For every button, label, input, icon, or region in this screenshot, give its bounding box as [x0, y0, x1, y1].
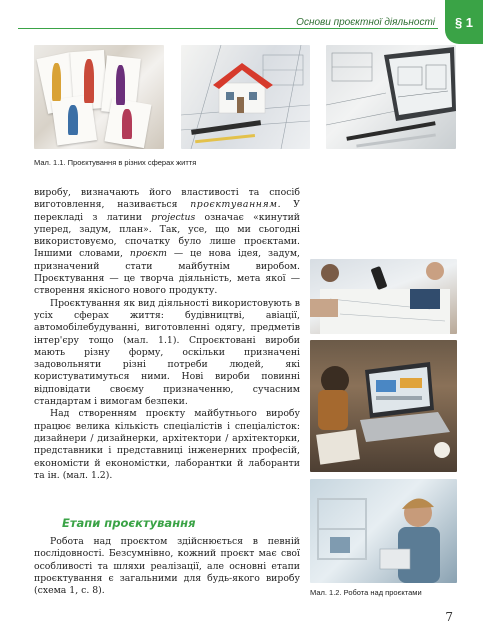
- paragraph-spheres: Проєктування як вид діяльності використовують в усіх сферах життя: будівництві, авіації, автомобілебудуванні, виготовленні одягу, предметів інтер'єру тощо (мал. 1.1). Спроєктовані вироби мають різну форму, оскільки призначені задовольняти різні потреби людей, які користуватимуться ними. Нові вироби повинні відповідати своєму призначенню, сучасним стандартам і вимогам безпеки.: [34, 297, 300, 408]
- house-model-illustration: [181, 45, 310, 149]
- laptop-desk-photo: [310, 340, 457, 472]
- main-text-block: [34, 187, 300, 482]
- fashion-sketches-photo: [34, 45, 164, 149]
- figure-1-2-caption: Мал. 1.2. Робота над проєктами: [310, 588, 422, 597]
- 3d-printing-lab-photo: [310, 479, 457, 583]
- stages-text-block: [34, 536, 300, 597]
- text-run: — це нова ідея, задум, призначений стати майбутнім виробом. Проєктування — це творча діяльність, мета якої — створення якісного нового продукту.: [34, 248, 301, 297]
- paragraph-specialists: Над створенням проєкту майбутнього виробу працює велика кількість спеціалістів і спеціалісток: дизайнери / дизайнерки, архітектори / архітекторки, представники і представниці інженерних професій, економісти й економістки, лаборантки й лаборанти та ін. (мал. 1.2).: [34, 408, 300, 481]
- term-proiekt: проєкт: [129, 248, 167, 260]
- text-run: означає «кинутий уперед, задум, план». Так, усе, що ми сьогодні використовуємо, спочатку було лише проєктами. Іншими словами,: [34, 211, 300, 260]
- text-run: виробу, визначають його властивості та спосіб виготовлення, називається: [34, 187, 300, 211]
- paragraph-stages: Робота над проєктом здійснюється в певній послідовності. Безсумнівно, кожний проєкт має свої особливості та шляхи реалізації, але основні етапи проєктування є загальними для будь-якого виробу (схема 1, с. 8).: [34, 536, 300, 597]
- figure-1-1-caption: Мал. 1.1. Проєктування в різних сферах життя: [34, 158, 197, 167]
- team-table-illustration: [310, 259, 457, 334]
- house-model-blueprints-photo: [181, 45, 310, 149]
- section-heading: Етапи проєктування: [62, 516, 196, 530]
- paragraph-definition: [34, 187, 300, 298]
- term-projectus: projectus: [151, 211, 196, 223]
- team-planning-photo: [310, 259, 457, 334]
- section-number: § 1: [454, 14, 474, 30]
- tablet-drawing-illustration: [326, 45, 456, 149]
- term-proiektuvanniam: проєктуванням: [190, 199, 278, 211]
- lab-illustration: [310, 479, 457, 583]
- text-run: . У перекладі з латини: [34, 199, 300, 223]
- running-header-title: Основи проєктної діяльності: [296, 17, 435, 28]
- header-rule: [18, 28, 438, 29]
- section-tab: [445, 0, 483, 44]
- tablet-architecture-photo: [326, 45, 456, 149]
- laptop-desk-illustration: [310, 340, 457, 472]
- page-number: 7: [445, 610, 453, 624]
